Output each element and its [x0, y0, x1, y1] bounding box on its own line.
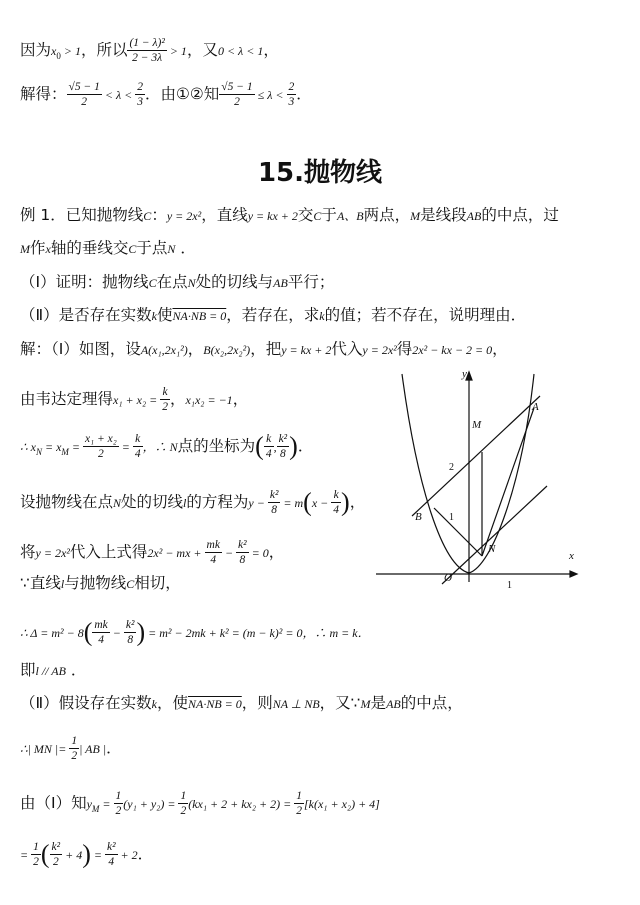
frac-num: mk: [94, 619, 108, 631]
x-axis-arrow: [570, 571, 577, 577]
text: ．: [296, 85, 312, 103]
text: ，又∵: [319, 694, 361, 712]
frac-den: 8: [127, 634, 134, 646]
segment-nb: [434, 508, 482, 556]
fraction: [287, 80, 297, 109]
line-3: [20, 205, 559, 226]
frac-num: (1 − λ)²: [129, 37, 165, 49]
math: NA ⊥ NB: [272, 697, 320, 711]
frac-num: k²: [278, 433, 288, 445]
frac-num: √5 − 1: [221, 81, 253, 93]
math: M: [410, 209, 421, 223]
line-4: [20, 238, 196, 259]
text: ．: [297, 437, 314, 455]
text: ．由①②知: [145, 85, 220, 103]
point-b-label: B: [415, 511, 422, 523]
math: =: [20, 848, 32, 862]
frac-num: k: [160, 385, 170, 400]
text: 在点: [156, 273, 188, 291]
fraction: [268, 488, 281, 517]
math: l // AB: [35, 664, 66, 678]
math: [k(x₁ + x₂) + 4]: [303, 797, 380, 811]
text: 的中点，: [400, 694, 463, 712]
fraction: [127, 36, 166, 65]
paren: (: [83, 617, 93, 647]
fraction: [205, 538, 222, 567]
frac-den: 2 − 3λ: [132, 52, 163, 64]
math: ，∴: [142, 440, 170, 454]
frac-num: k: [264, 432, 274, 447]
text: ，: [187, 340, 204, 358]
math: NA·NB = 0: [187, 697, 242, 711]
math: x₁x₂ = −1: [185, 393, 233, 407]
line-18: [20, 840, 153, 869]
line-7: [20, 339, 508, 360]
frac-num: k: [133, 432, 143, 447]
fraction: [219, 80, 254, 109]
frac-den: 4: [134, 448, 141, 460]
text: 处的切线与: [195, 273, 274, 291]
math: NA·NB = 0: [172, 309, 227, 323]
text: 的值；若不存在，说明理由．: [324, 306, 527, 324]
fraction: [133, 432, 143, 461]
frac-den: 3: [288, 96, 295, 108]
fraction: [31, 840, 41, 869]
fraction: [294, 789, 304, 818]
fraction: [114, 789, 124, 818]
text: 得: [396, 340, 413, 358]
text: ，则: [241, 694, 273, 712]
fraction: [124, 618, 137, 647]
math: l: [183, 496, 187, 510]
frac-den: 4: [333, 504, 340, 516]
math: AB: [386, 697, 401, 711]
tick-y-2: 2: [449, 462, 454, 473]
frac-den: 2: [180, 805, 187, 817]
frac-den: 2: [162, 401, 168, 413]
math: C: [313, 209, 322, 223]
math: AB: [466, 209, 482, 223]
math: y = 2x²: [362, 343, 397, 357]
math: = m² − 2mk + k² = (m − k)² = 0: [145, 626, 303, 640]
frac-num: 1: [115, 790, 122, 802]
frac-den: 4: [265, 448, 272, 460]
text: ，所以: [80, 41, 128, 59]
text: 处的切线: [121, 493, 184, 511]
frac-num: 2: [288, 81, 295, 93]
frac-den: 4: [210, 554, 217, 566]
frac-num: 2: [137, 81, 143, 93]
math: N: [167, 242, 176, 256]
math: x: [45, 242, 51, 256]
math: k: [319, 309, 325, 323]
math: < λ <: [101, 88, 136, 102]
fraction: [331, 488, 341, 517]
math: ∴| MN |=: [20, 742, 70, 756]
text: ．: [175, 239, 196, 257]
text: 代入: [331, 340, 363, 358]
math: =: [99, 797, 114, 811]
frac-num: 1: [296, 790, 302, 802]
fraction: [277, 432, 290, 461]
fraction: [135, 80, 145, 109]
frac-den: 8: [239, 554, 246, 566]
text: 轴的垂线交: [50, 239, 129, 257]
math: k: [151, 697, 157, 711]
text: （Ⅱ）是否存在实数: [20, 306, 152, 324]
fraction: [236, 538, 249, 567]
text: 相切，: [134, 574, 181, 592]
text: 例 1．已知抛物线: [20, 206, 144, 224]
math: (kx₁ + 2 + kx₂ + 2) =: [188, 797, 295, 811]
text: 点的坐标为: [177, 437, 256, 455]
line-14: [20, 660, 86, 681]
line-2: [20, 80, 312, 109]
math-sub: N: [35, 447, 42, 458]
math: C: [143, 209, 152, 223]
math: 2x² − mx +: [147, 546, 205, 560]
math: x₁ + x₂ =: [113, 393, 161, 407]
text: 由（Ⅰ）知: [20, 794, 87, 812]
frac-den: 3: [137, 96, 143, 108]
text: 是线段: [420, 206, 467, 224]
math: x −: [311, 496, 332, 510]
fraction: [105, 840, 118, 869]
paren: ): [341, 487, 350, 517]
text: 代入上式得: [69, 543, 148, 561]
math: > 1: [60, 44, 81, 58]
text: 与抛物线: [64, 574, 127, 592]
math: ≤ λ <: [254, 88, 287, 102]
frac-den: 2: [234, 96, 240, 108]
math: ∴ Δ = m² − 8: [20, 626, 84, 640]
text: ，: [349, 493, 366, 511]
line-6: [20, 305, 526, 326]
math: M: [360, 697, 371, 711]
point-n-label: N: [488, 543, 496, 555]
text: 将: [20, 543, 36, 561]
math: A(x₁,2x₁²): [140, 343, 188, 357]
line-16: [20, 734, 122, 763]
axis-label-y: y: [462, 368, 467, 380]
frac-num: 1: [71, 735, 78, 747]
math: =: [90, 848, 105, 862]
fraction: [83, 432, 119, 461]
frac-den: 2: [98, 448, 104, 460]
math: > 1: [166, 44, 187, 58]
line-15: [20, 693, 463, 714]
tangent-line: [442, 486, 547, 584]
math: k: [151, 309, 157, 323]
text: 于点: [136, 239, 168, 257]
text: （Ⅱ）假设存在实数: [20, 694, 152, 712]
frac-den: 2: [81, 96, 88, 108]
text: ，若存在，求: [226, 306, 320, 324]
text: ．: [106, 739, 122, 757]
text: 交: [297, 206, 314, 224]
frac-den: 2: [115, 805, 122, 817]
frac-num: k²: [238, 539, 247, 551]
math: 0 < λ < 1: [217, 44, 264, 58]
axis-label-x: x: [569, 550, 574, 562]
origin-label: O: [444, 572, 452, 584]
math: y: [86, 797, 92, 811]
frac-num: 1: [33, 841, 39, 853]
frac-num: k²: [51, 841, 61, 853]
frac-den: 2: [296, 805, 302, 817]
point-a-label: A: [532, 401, 539, 413]
math: B(x₂,2x₂²): [203, 343, 251, 357]
text: ，: [169, 390, 186, 408]
text: 的方程为: [186, 493, 249, 511]
frac-num: k²: [269, 489, 279, 501]
text: 作: [30, 239, 46, 257]
math: M: [20, 242, 30, 256]
line-11: [20, 538, 284, 567]
text: 由韦达定理得: [20, 390, 114, 408]
line-13: [20, 618, 370, 647]
section-title: 15.抛物线: [257, 158, 383, 188]
segment-na: [482, 408, 534, 556]
frac-num: k²: [106, 841, 116, 853]
frac-den: 2: [33, 856, 39, 868]
math: C: [126, 577, 135, 591]
line-12: [20, 573, 181, 594]
math: −: [109, 626, 124, 640]
math: y = 2x²: [166, 209, 202, 223]
text: 使: [156, 306, 173, 324]
math: A、B: [336, 209, 364, 223]
text: ∵直线: [20, 574, 61, 592]
math: =: [68, 440, 84, 454]
text: ，又: [186, 41, 218, 59]
text: ．: [137, 845, 154, 863]
y-axis-arrow: [466, 372, 472, 380]
math: + 4: [62, 848, 83, 862]
paren: (: [40, 839, 50, 869]
math: N: [113, 496, 122, 510]
line-10: [20, 488, 365, 517]
text: 是: [370, 694, 387, 712]
math: (y₁ + y₂) =: [123, 797, 179, 811]
frac-den: 4: [108, 856, 115, 868]
math: l: [60, 577, 65, 591]
math: | AB |: [79, 742, 107, 756]
text: 因为: [20, 41, 52, 59]
math: y −: [248, 496, 268, 510]
math: ∴ x: [20, 440, 36, 454]
math: = 0: [248, 546, 269, 560]
text: 平行；: [287, 273, 335, 291]
line-9: [20, 432, 313, 462]
paren: (: [303, 487, 312, 517]
frac-num: √5 − 1: [68, 81, 100, 93]
text: ，: [232, 390, 249, 408]
frac-num: x₁ + x₂: [85, 433, 117, 445]
fraction: [264, 432, 274, 461]
fraction: [178, 789, 188, 818]
fraction: [160, 385, 170, 414]
text: 解：（Ⅰ）如图，设: [20, 340, 141, 358]
frac-num: 1: [180, 790, 187, 802]
frac-den: 8: [279, 448, 286, 460]
math: AB: [273, 276, 288, 290]
fraction: [67, 80, 102, 109]
text: 两点，: [363, 206, 411, 224]
math: + 2: [117, 848, 138, 862]
frac-den: 2: [52, 856, 59, 868]
math: ，∴ m = k．: [302, 626, 370, 640]
text: 即: [20, 661, 36, 679]
math: y = kx + 2: [281, 343, 332, 357]
text: ，: [268, 543, 285, 561]
paren: (: [255, 431, 264, 461]
text: 设抛物线在点: [20, 493, 114, 511]
frac-den: 8: [271, 504, 277, 516]
math: C: [128, 242, 137, 256]
math-sub: M: [61, 447, 69, 458]
frac-num: k: [331, 488, 341, 503]
text: ，: [263, 41, 279, 59]
parabola-curve: [402, 374, 534, 573]
text: 解得：: [20, 85, 67, 103]
fraction: [50, 840, 63, 869]
comma: ,: [273, 440, 277, 454]
math: N: [187, 276, 196, 290]
math: N: [169, 440, 178, 454]
frac-den: 4: [98, 634, 104, 646]
text: ，把: [250, 340, 282, 358]
math: = m: [280, 496, 304, 510]
fraction: [92, 618, 109, 647]
frac-den: 2: [71, 750, 78, 762]
text: （Ⅰ）证明：抛物线: [20, 273, 149, 291]
tick-x-1: 1: [507, 580, 512, 591]
text: ，使: [156, 694, 188, 712]
math: y = kx + 2: [247, 209, 298, 223]
math-sub: 0: [56, 51, 61, 62]
line-1: [20, 36, 279, 66]
math: C: [148, 276, 157, 290]
paren: ): [136, 617, 146, 647]
math: y = 2x²: [35, 546, 70, 560]
parabola-figure: [372, 366, 580, 591]
line-5: [20, 272, 334, 293]
text: ．: [65, 661, 87, 679]
point-m-label: M: [472, 419, 482, 431]
math-sub: M: [91, 804, 100, 815]
text: ：: [151, 206, 167, 224]
math: =: [118, 440, 133, 454]
text: ，: [492, 340, 508, 358]
text: 于: [321, 206, 337, 224]
math: = x: [41, 440, 62, 454]
line-17: [20, 789, 380, 819]
math: 2x² − kx − 2 = 0: [412, 343, 493, 357]
math-x: x: [51, 44, 57, 58]
text: ，直线: [201, 206, 248, 224]
frac-num: k²: [125, 619, 135, 631]
math: −: [221, 546, 237, 560]
tick-y-1: 1: [449, 512, 454, 523]
text: 的中点，过: [481, 206, 559, 224]
line-8: [20, 385, 248, 414]
paren: ): [289, 431, 298, 461]
frac-num: mk: [206, 539, 220, 551]
paren: ): [82, 839, 91, 869]
fraction: [69, 734, 79, 763]
